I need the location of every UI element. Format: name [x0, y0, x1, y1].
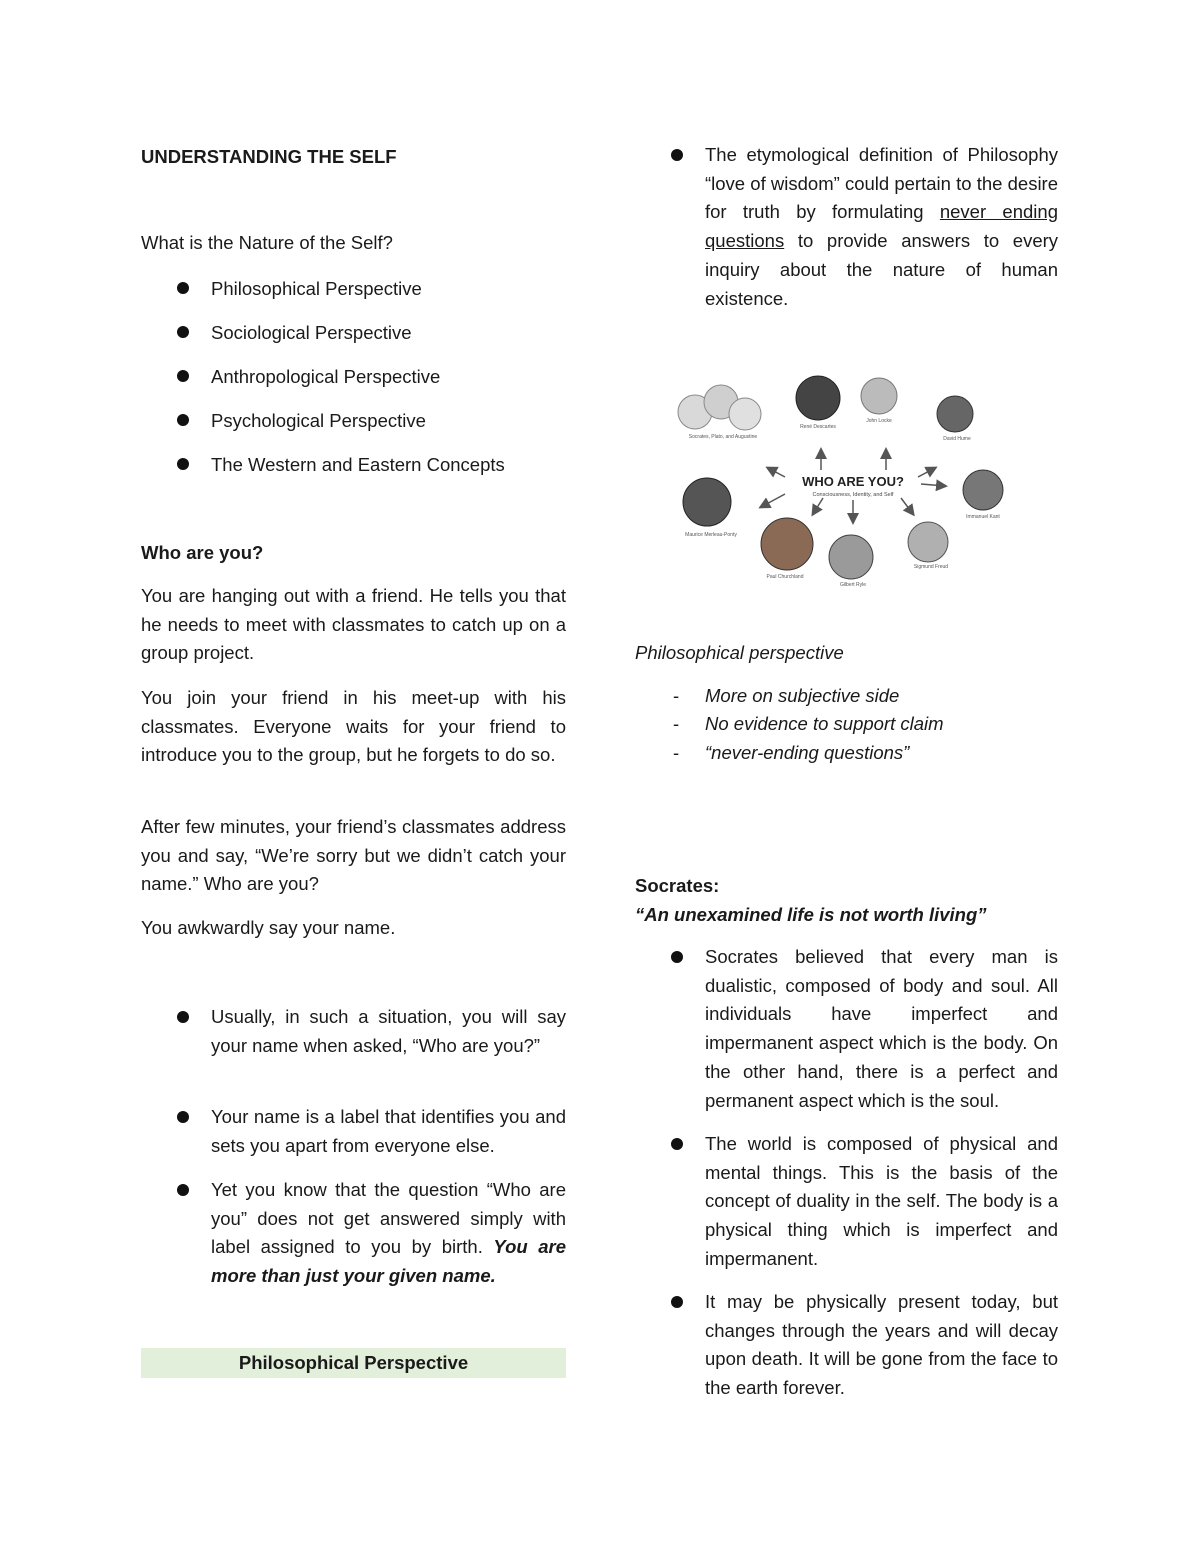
- list-item: - No evidence to support claim: [635, 710, 1058, 738]
- figure-label: Gilbert Ryle: [839, 582, 867, 588]
- philosophers-diagram: [673, 372, 1013, 600]
- list-item: The Western and Eastern Concepts: [141, 450, 566, 480]
- figure-label: Immanuel Kant: [966, 514, 1000, 520]
- list-item: Usually, in such a situation, you will say your name when asked, “Who are you?”: [141, 1003, 566, 1060]
- portrait-locke: [861, 378, 897, 414]
- list-item: Anthropological Perspective: [141, 362, 566, 392]
- portrait-hume: [937, 396, 973, 432]
- list-item: Psychological Perspective: [141, 406, 566, 436]
- perspective-list: [141, 274, 566, 480]
- figure-label: Sigmund Freud: [913, 564, 949, 570]
- point-text: Yet you know that the question “Who are you” does not get answered simply with label assigned to you by birth.: [211, 1179, 566, 1258]
- perspective-notes: [635, 682, 1058, 767]
- portrait-descartes: [796, 376, 840, 420]
- figure-label: Maurice Merleau-Ponty: [685, 532, 737, 538]
- story-paragraph: You are hanging out with a friend. He tells you that he needs to meet with classmates to catch up on a group project.: [141, 585, 566, 664]
- perspective-heading: Philosophical perspective: [635, 642, 844, 663]
- figure-label: Paul Churchland: [766, 574, 804, 580]
- document-title: UNDERSTANDING THE SELF: [141, 146, 397, 167]
- story-paragraph: You awkwardly say your name.: [141, 917, 396, 938]
- portrait-ancients: [678, 385, 761, 430]
- etymology-text-cont: to provide answers to every inquiry about the nature of human existence.: [705, 230, 1059, 309]
- portrait-kant: [963, 470, 1003, 510]
- story-paragraph: You join your friend in his meet-up with his classmates. Everyone waits for your friend to introduce you to the group, but he forgets to do so.: [141, 687, 566, 766]
- etymology-text: The etymological definition of Philosophy “love of wisdom” could pertain to the desire for truth by formulating: [705, 144, 1058, 223]
- portrait-churchland: [761, 518, 813, 570]
- who-heading: Who are you?: [141, 542, 264, 563]
- figure-label: Socrates, Plato, and Augustine: [688, 434, 758, 440]
- list-item: - “never-ending questions”: [635, 739, 1058, 767]
- story-paragraph: After few minutes, your friend’s classmates address you and say, “We’re sorry but we didn’t catch your name.” Who are you?: [141, 816, 566, 895]
- portrait-ryle: [829, 535, 873, 579]
- list-item: Socrates believed that every man is dualistic, composed of body and soul. All individuals have imperfect and impermanent aspect which is the body. On the other hand, there is a perfect and permanent aspect which is the soul.: [635, 943, 1058, 1115]
- list-item: It may be physically present today, but changes through the years and will decay upon death. It will be gone from the face to the earth forever.: [635, 1288, 1058, 1403]
- list-item: [141, 1176, 566, 1291]
- portrait-merleau-ponty: [683, 478, 731, 526]
- underlined-phrase: never ending questions: [705, 201, 1058, 252]
- list-item: [635, 141, 1058, 313]
- list-item: The world is composed of physical and mental things. This is the basis of the concept of duality in the self. The body is a physical thing which is imperfect and impermanent.: [635, 1130, 1058, 1274]
- nature-question: What is the Nature of the Self?: [141, 232, 393, 253]
- list-item: - More on subjective side: [635, 682, 1058, 710]
- figure-label: David Hume: [943, 436, 971, 442]
- list-item: Sociological Perspective: [141, 318, 566, 348]
- philosophers-figure: [673, 372, 1013, 600]
- figure-label: René Descartes: [800, 424, 836, 430]
- list-item: Your name is a label that identifies you and sets you apart from everyone else.: [141, 1103, 566, 1160]
- figure-center-subtitle: Consciousness, Identity, and Self: [812, 492, 894, 498]
- figure-center-title: WHO ARE YOU?: [802, 474, 904, 489]
- point-emphasis: You are more than just your given name.: [211, 1236, 567, 1287]
- socrates-name: Socrates:: [635, 875, 720, 896]
- figure-label: John Locke: [866, 418, 892, 424]
- section-banner: Philosophical Perspective: [141, 1348, 566, 1378]
- portrait-freud: [908, 522, 948, 562]
- socrates-quote: “An unexamined life is not worth living”: [635, 904, 987, 925]
- list-item: Philosophical Perspective: [141, 274, 566, 304]
